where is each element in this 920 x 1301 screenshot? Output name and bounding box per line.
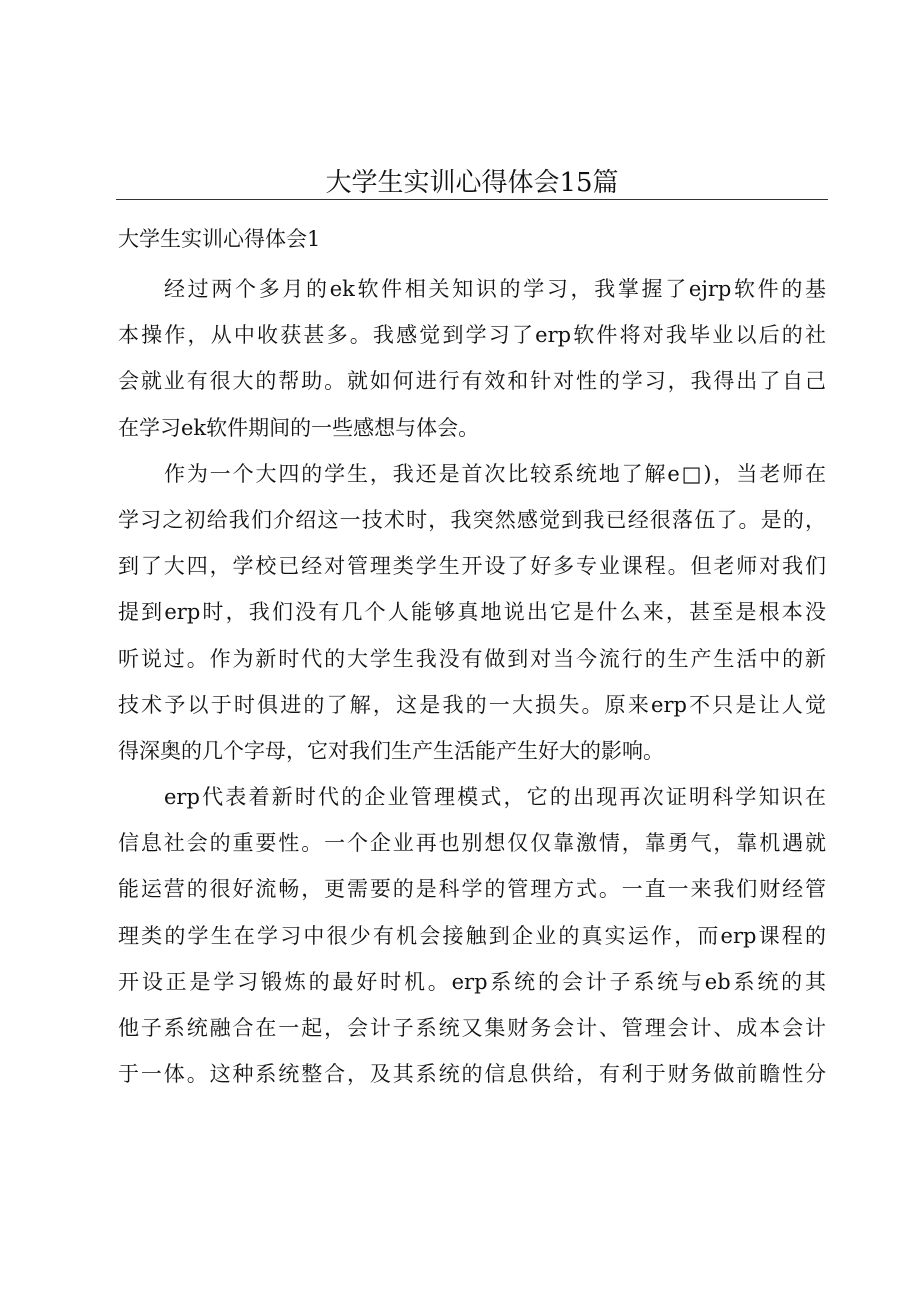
text-line: 在学习ek软件期间的一些感想与体会。 — [118, 415, 480, 440]
section-heading: 大学生实训心得体会1 — [118, 227, 321, 251]
title-underline — [116, 199, 828, 200]
text-line: 他子系统融合在一起，会计子系统又集财务会计、管理会计、成本会计 — [118, 1016, 826, 1040]
text-line: 开设正是学习锻炼的最好时机。erp系统的会计子系统与eb系统的其 — [118, 969, 826, 994]
text-line: 听说过。作为新时代的大学生我没有做到对当今流行的生产生活中的新 — [118, 646, 826, 671]
paragraph-1 — [118, 266, 830, 451]
paragraph-2 — [118, 451, 830, 774]
text-line: 经过两个多月的ek软件相关知识的学习，我掌握了ejrp软件的基 — [164, 277, 826, 301]
text-line: 作为一个大四的学生，我还是首次比较系统地了解e□)，当老师在 — [164, 461, 826, 486]
text-line: 技术予以于时俱进的了解，这是我的一大损失。原来erp不只是让人觉 — [118, 692, 826, 717]
text-line: 信息社会的重要性。一个企业再也别想仅仅靠激情，靠勇气，靠机遇就 — [118, 831, 826, 856]
text-line: 到了大四，学校已经对管理类学生开设了好多专业课程。但老师对我们 — [118, 554, 826, 579]
text-line: 本操作，从中收获甚多。我感觉到学习了erp软件将对我毕业以后的社 — [118, 323, 826, 348]
text-line: 于一体。这种系统整合，及其系统的信息供给，有利于财务做前瞻性分 — [118, 1062, 826, 1087]
paragraph-3 — [118, 774, 830, 1097]
text-line: 得深奥的几个字母，它对我们生产生活能产生好大的影响。 — [118, 738, 664, 763]
text-line: 提到erp时，我们没有几个人能够真地说出它是什么来，甚至是根本没 — [118, 600, 826, 625]
text-line: 学习之初给我们介绍这一技术时，我突然感觉到我已经很落伍了。是的， — [118, 507, 826, 532]
document-body — [118, 266, 830, 1097]
text-line: 能运营的很好流畅，更需要的是科学的管理方式。一直一来我们财经管 — [118, 877, 826, 902]
document-title: 大学生实训心得体会15篇 — [325, 168, 619, 198]
text-line: 会就业有很大的帮助。就如何进行有效和针对性的学习，我得出了自己 — [118, 369, 826, 394]
text-line: erp代表着新时代的企业管理模式，它的出现再次证明科学知识在 — [164, 785, 826, 810]
text-line: 理类的学生在学习中很少有机会接触到企业的真实运作，而erp课程的 — [118, 923, 826, 948]
